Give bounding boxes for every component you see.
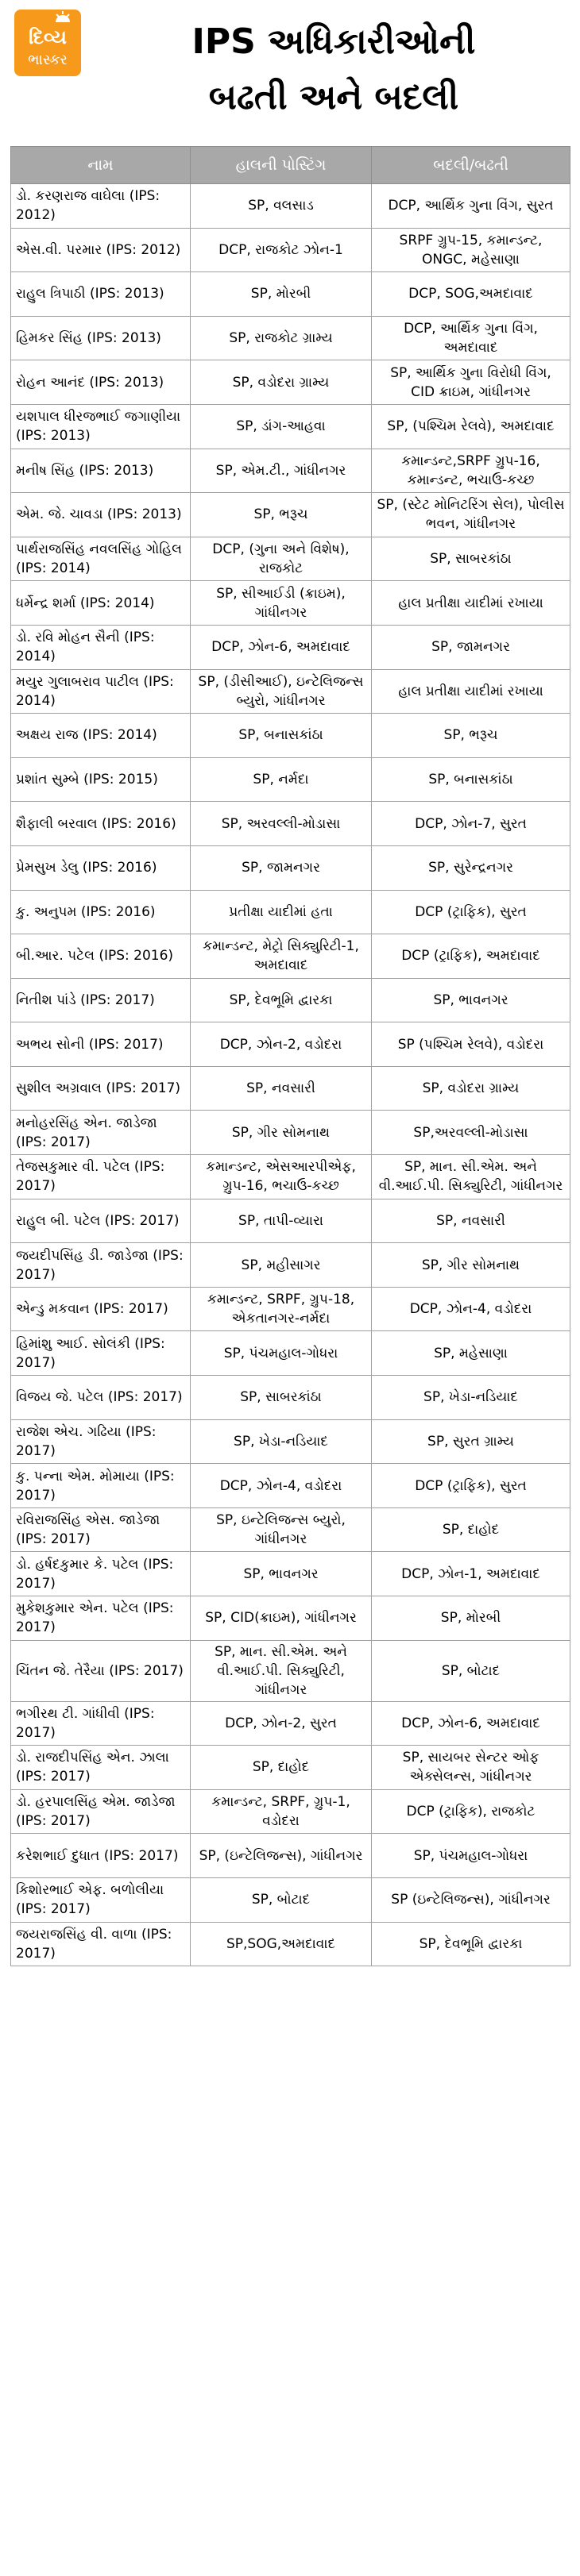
current-posting-cell: SP, મોરબી <box>191 272 372 317</box>
current-posting-cell: SP, દેવભૂમિ દ્વારકા <box>191 978 372 1022</box>
table-row <box>11 581 570 626</box>
table-row <box>11 1464 570 1508</box>
table-row <box>11 1640 570 1701</box>
table-row <box>11 1552 570 1596</box>
transfer-cell: SP, આર્થિક ગુના વિરોધી વિંગ, CID ક્રાઇમ, ગાંધીનગર <box>372 360 570 405</box>
name-cell: મનીષ સિંહ (IPS: 2013) <box>11 449 191 493</box>
current-posting-cell: SP, ખેડા-નડિયાદ <box>191 1419 372 1464</box>
name-cell: કુ. પન્ના એમ. મોમાયા (IPS: 2017) <box>11 1464 191 1508</box>
name-cell: એન્ડુ મકવાન (IPS: 2017) <box>11 1287 191 1331</box>
current-posting-cell: SP, ભરૂચ <box>191 493 372 537</box>
name-cell: રાહુલ ત્રિપાઠી (IPS: 2013) <box>11 272 191 317</box>
current-posting-cell: DCP, (ગુના અને વિશેષ), રાજકોટ <box>191 537 372 581</box>
name-cell: રાહુલ બી. પટેલ (IPS: 2017) <box>11 1199 191 1243</box>
name-cell: શૈફાલી બરવાલ (IPS: 2016) <box>11 802 191 846</box>
current-posting-cell: SP, તાપી-વ્યારા <box>191 1199 372 1243</box>
table-row <box>11 1111 570 1155</box>
current-posting-cell: SP, માન. સી.એમ. અને વી.આઈ.પી. સિક્યુરિટી, ગાંધીનગર <box>191 1640 372 1701</box>
table-row <box>11 449 570 493</box>
name-cell: મુકેશકુમાર એન. પટેલ (IPS: 2017) <box>11 1596 191 1641</box>
name-cell: અભય સોની (IPS: 2017) <box>11 1022 191 1067</box>
table-row <box>11 1022 570 1067</box>
table-row <box>11 978 570 1022</box>
name-cell: ડો. કરણરાજ વાઘેલા (IPS: 2012) <box>11 184 191 229</box>
name-cell: ચિંતન જે. તેરૈયા (IPS: 2017) <box>11 1640 191 1701</box>
page-title-line-1: IPS અધિકારીઓની <box>191 21 476 62</box>
current-posting-cell: SP, નવસારી <box>191 1066 372 1111</box>
table-row <box>11 1834 570 1878</box>
transfer-cell: SP, સુરેન્દ્રનગર <box>372 845 570 890</box>
table-row <box>11 1419 570 1464</box>
name-cell: અક્ષય રાજ (IPS: 2014) <box>11 714 191 758</box>
table-row <box>11 1331 570 1376</box>
table-row <box>11 934 570 979</box>
current-posting-cell: SP, ગીર સોમનાથ <box>191 1111 372 1155</box>
table-row <box>11 802 570 846</box>
current-posting-cell: SP, પંચમહાલ-ગોધરા <box>191 1331 372 1376</box>
transfer-cell: DCP (ટ્રાફિક), રાજકોટ <box>372 1789 570 1834</box>
transfer-cell: DCP, આર્થિક ગુના વિંગ, અમદાવાદ <box>372 316 570 360</box>
transfer-cell: SP, સુરત ગ્રામ્ય <box>372 1419 570 1464</box>
table-row <box>11 625 570 669</box>
logo-line-2: ભાસ્કર <box>28 52 68 68</box>
transfer-cell: SP, બનાસકાંઠા <box>372 757 570 802</box>
transfer-cell: DCP, ઝોન-4, વડોદરા <box>372 1287 570 1331</box>
table-row <box>11 316 570 360</box>
table-row <box>11 1243 570 1288</box>
current-posting-cell: DCP, ઝોન-2, સુરત <box>191 1701 372 1746</box>
transfer-cell: SP, નવસારી <box>372 1199 570 1243</box>
page-title-line-2: બઢતી અને બદલી <box>208 77 459 117</box>
current-posting-cell: SP, ડાંગ-આહવા <box>191 404 372 449</box>
name-cell: હિમકર સિંહ (IPS: 2013) <box>11 316 191 360</box>
transfer-cell: SP,અરવલ્લી-મોડાસા <box>372 1111 570 1155</box>
transfer-cell: SP, સાયબર સેન્ટર ઓફ એક્સેલન્સ, ગાંધીનગર <box>372 1746 570 1790</box>
transfer-cell: SP, માન. સી.એમ. અને વી.આઈ.પી. સિક્યુરિટી, ગાંધીનગર <box>372 1155 570 1199</box>
current-posting-cell: SP, રાજકોટ ગ્રામ્ય <box>191 316 372 360</box>
name-cell: કરેશભાઈ દુધાત (IPS: 2017) <box>11 1834 191 1878</box>
current-posting-cell: DCP, ઝોન-6, અમદાવાદ <box>191 625 372 669</box>
divya-bhaskar-logo <box>14 10 81 76</box>
name-cell: ડો. રાજદીપસિંહ એન. ઝાલા (IPS: 2017) <box>11 1746 191 1790</box>
table-row <box>11 669 570 714</box>
table-row <box>11 537 570 581</box>
name-cell: પાર્થરાજસિંહ નવલસિંહ ગોહિલ (IPS: 2014) <box>11 537 191 581</box>
current-posting-cell: DCP, ઝોન-4, વડોદરા <box>191 1464 372 1508</box>
current-posting-cell: પ્રતીક્ષા યાદીમાં હતા <box>191 890 372 934</box>
transfer-cell: DCP, ઝોન-6, અમદાવાદ <box>372 1701 570 1746</box>
table-row <box>11 1287 570 1331</box>
current-posting-cell: SP, બોટાદ <box>191 1877 372 1922</box>
current-posting-cell: કમાન્ડન્ટ, એસઆરપીએફ, ગ્રુપ-16, ભચાઉ-કચ્છ <box>191 1155 372 1199</box>
current-posting-cell: SP, મહીસાગર <box>191 1243 372 1288</box>
column-header-transfer-promotion: બદલી/બઢતી <box>372 147 570 184</box>
name-cell: જયરાજસિંહ વી. વાળા (IPS: 2017) <box>11 1922 191 1966</box>
header <box>0 0 580 139</box>
transfer-cell: હાલ પ્રતીક્ષા યાદીમાં રખાયા <box>372 669 570 714</box>
transfer-cell: SP, સાબરકાંઠા <box>372 537 570 581</box>
current-posting-cell: SP, ભાવનગર <box>191 1552 372 1596</box>
table-row <box>11 1376 570 1420</box>
name-cell: પ્રેમસુખ ડેલુ (IPS: 2016) <box>11 845 191 890</box>
table-header-row <box>11 147 570 184</box>
name-cell: ડો. રવિ મોહન સૈની (IPS: 2014) <box>11 625 191 669</box>
transfer-cell: SP, દાહોદ <box>372 1507 570 1552</box>
table-row <box>11 890 570 934</box>
transfer-cell: SP (ઇન્ટેલિજન્સ), ગાંધીનગર <box>372 1877 570 1922</box>
table-row <box>11 1596 570 1641</box>
current-posting-cell: SP, CID(ક્રાઇમ), ગાંધીનગર <box>191 1596 372 1641</box>
name-cell: પ્રશાંત સુમ્બે (IPS: 2015) <box>11 757 191 802</box>
transfer-cell: SP, મહેસાણા <box>372 1331 570 1376</box>
column-header-name: નામ <box>11 147 191 184</box>
column-header-current-posting: હાલની પોસ્ટિંગ <box>191 147 372 184</box>
table-row <box>11 493 570 537</box>
table-row <box>11 845 570 890</box>
current-posting-cell: DCP, રાજકોટ ઝોન-1 <box>191 228 372 272</box>
current-posting-cell: SP, ઇન્ટેલિજન્સ બ્યુરો, ગાંધીનગર <box>191 1507 372 1552</box>
transfer-cell: DCP (ટ્રાફિક), સુરત <box>372 890 570 934</box>
transfer-cell: SP, વડોદરા ગ્રામ્ય <box>372 1066 570 1111</box>
transfer-cell: DCP, SOG,અમદાવાદ <box>372 272 570 317</box>
current-posting-cell: SP, વલસાડ <box>191 184 372 229</box>
current-posting-cell: SP, વડોદરા ગ્રામ્ય <box>191 360 372 405</box>
current-posting-cell: SP, નર્મદા <box>191 757 372 802</box>
name-cell: નિતીશ પાંડે (IPS: 2017) <box>11 978 191 1022</box>
transfer-cell: કમાન્ડન્ટ,SRPF ગ્રુપ-16, કમાન્ડન્ટ, ભચાઉ-કચ્છ <box>372 449 570 493</box>
name-cell: રાજેશ એચ. ગઢિયા (IPS: 2017) <box>11 1419 191 1464</box>
transfer-cell: DCP (ટ્રાફિક), સુરત <box>372 1464 570 1508</box>
name-cell: યશપાલ ધીરજભાઈ જગાણીયા (IPS: 2013) <box>11 404 191 449</box>
transfer-cell: SP, દેવભૂમિ દ્વારકા <box>372 1922 570 1966</box>
current-posting-cell: કમાન્ડન્ટ, SRPF, ગ્રુપ-18, એકતાનગર-નર્મદા <box>191 1287 372 1331</box>
table-row <box>11 404 570 449</box>
transfer-cell: SP, ભાવનગર <box>372 978 570 1022</box>
table-row <box>11 757 570 802</box>
transfer-table <box>10 146 570 1966</box>
name-cell: જયદીપસિંહ ડી. જાડેજા (IPS: 2017) <box>11 1243 191 1288</box>
name-cell: ધર્મેન્દ્ર શર્મા (IPS: 2014) <box>11 581 191 626</box>
name-cell: કુ. અનુપમ (IPS: 2016) <box>11 890 191 934</box>
table-row <box>11 360 570 405</box>
transfer-cell: SP, ગીર સોમનાથ <box>372 1243 570 1288</box>
table-row <box>11 1789 570 1834</box>
transfer-cell: SP, મોરબી <box>372 1596 570 1641</box>
current-posting-cell: SP, અરવલ્લી-મોડાસા <box>191 802 372 846</box>
sun-icon <box>54 11 72 24</box>
transfer-cell: DCP, ઝોન-7, સુરત <box>372 802 570 846</box>
table-row <box>11 184 570 229</box>
name-cell: રવિરાજસિંહ એસ. જાડેજા (IPS: 2017) <box>11 1507 191 1552</box>
name-cell: તેજસકુમાર વી. પટેલ (IPS: 2017) <box>11 1155 191 1199</box>
table-row <box>11 1746 570 1790</box>
transfer-cell: SRPF ગ્રુપ-15, કમાન્ડન્ટ, ONGC, મહેસાણા <box>372 228 570 272</box>
transfer-cell: SP, જામનગર <box>372 625 570 669</box>
table-row <box>11 1877 570 1922</box>
logo-line-1: દિવ્ય <box>29 26 67 48</box>
table-body <box>11 184 570 1966</box>
table-row <box>11 272 570 317</box>
name-cell: મનોહરસિંહ એન. જાડેજા (IPS: 2017) <box>11 1111 191 1155</box>
current-posting-cell: DCP, ઝોન-2, વડોદરા <box>191 1022 372 1067</box>
name-cell: એસ.વી. પરમાર (IPS: 2012) <box>11 228 191 272</box>
transfer-cell: SP, ખેડા-નડિયાદ <box>372 1376 570 1420</box>
transfer-cell: SP (પશ્ચિમ રેલવે), વડોદરા <box>372 1022 570 1067</box>
transfer-cell: SP, ભરૂચ <box>372 714 570 758</box>
transfer-cell: SP, બોટાદ <box>372 1640 570 1701</box>
name-cell: ડો. હરપાલસિંહ એમ. જાડેજા (IPS: 2017) <box>11 1789 191 1834</box>
transfer-cell: SP, (સ્ટેટ મોનિટરિંગ સેલ), પોલીસ ભવન, ગાંધીનગર <box>372 493 570 537</box>
current-posting-cell: SP, સાબરકાંઠા <box>191 1376 372 1420</box>
name-cell: એમ. જે. ચાવડા (IPS: 2013) <box>11 493 191 537</box>
table-row <box>11 1701 570 1746</box>
name-cell: વિજય જે. પટેલ (IPS: 2017) <box>11 1376 191 1420</box>
name-cell: ભગીરથ ટી. ગાંધીવી (IPS: 2017) <box>11 1701 191 1746</box>
table-row <box>11 1199 570 1243</box>
name-cell: ડો. હર્ષદકુમાર કે. પટેલ (IPS: 2017) <box>11 1552 191 1596</box>
name-cell: હિમાંશુ આઈ. સોલંકી (IPS: 2017) <box>11 1331 191 1376</box>
table-row <box>11 714 570 758</box>
table-row <box>11 1922 570 1966</box>
name-cell: બી.આર. પટેલ (IPS: 2016) <box>11 934 191 979</box>
table-row <box>11 228 570 272</box>
table-row <box>11 1155 570 1199</box>
transfer-cell: હાલ પ્રતીક્ષા યાદીમાં રખાયા <box>372 581 570 626</box>
name-cell: રોહન આનંદ (IPS: 2013) <box>11 360 191 405</box>
current-posting-cell: SP, એમ.ટી., ગાંધીનગર <box>191 449 372 493</box>
table-row <box>11 1066 570 1111</box>
name-cell: મયુર ગુલાબરાવ પાટીલ (IPS: 2014) <box>11 669 191 714</box>
current-posting-cell: SP, સીઆઈડી (ક્રાઇમ), ગાંધીનગર <box>191 581 372 626</box>
current-posting-cell: SP,SOG,અમદાવાદ <box>191 1922 372 1966</box>
current-posting-cell: SP, (ઇન્ટેલિજન્સ), ગાંધીનગર <box>191 1834 372 1878</box>
current-posting-cell: SP, જામનગર <box>191 845 372 890</box>
transfer-cell: DCP, ઝોન-1, અમદાવાદ <box>372 1552 570 1596</box>
name-cell: સુશીલ અગ્રવાલ (IPS: 2017) <box>11 1066 191 1111</box>
name-cell: કિશોરભાઈ એફ. બળોલીયા (IPS: 2017) <box>11 1877 191 1922</box>
current-posting-cell: SP, (ડીસીઆઈ), ઇન્ટેલિજન્સ બ્યુરો, ગાંધીનગર <box>191 669 372 714</box>
transfer-cell: DCP (ટ્રાફિક), અમદાવાદ <box>372 934 570 979</box>
current-posting-cell: SP, દાહોદ <box>191 1746 372 1790</box>
transfer-cell: DCP, આર્થિક ગુના વિંગ, સુરત <box>372 184 570 229</box>
current-posting-cell: કમાન્ડન્ટ, મેટ્રો સિક્યુરિટી-1, અમદાવાદ <box>191 934 372 979</box>
transfer-cell: SP, (પશ્ચિમ રેલવે), અમદાવાદ <box>372 404 570 449</box>
transfer-cell: SP, પંચમહાલ-ગોધરા <box>372 1834 570 1878</box>
current-posting-cell: SP, બનાસકાંઠા <box>191 714 372 758</box>
current-posting-cell: કમાન્ડન્ટ, SRPF, ગ્રુપ-1, વડોદરા <box>191 1789 372 1834</box>
table-row <box>11 1507 570 1552</box>
